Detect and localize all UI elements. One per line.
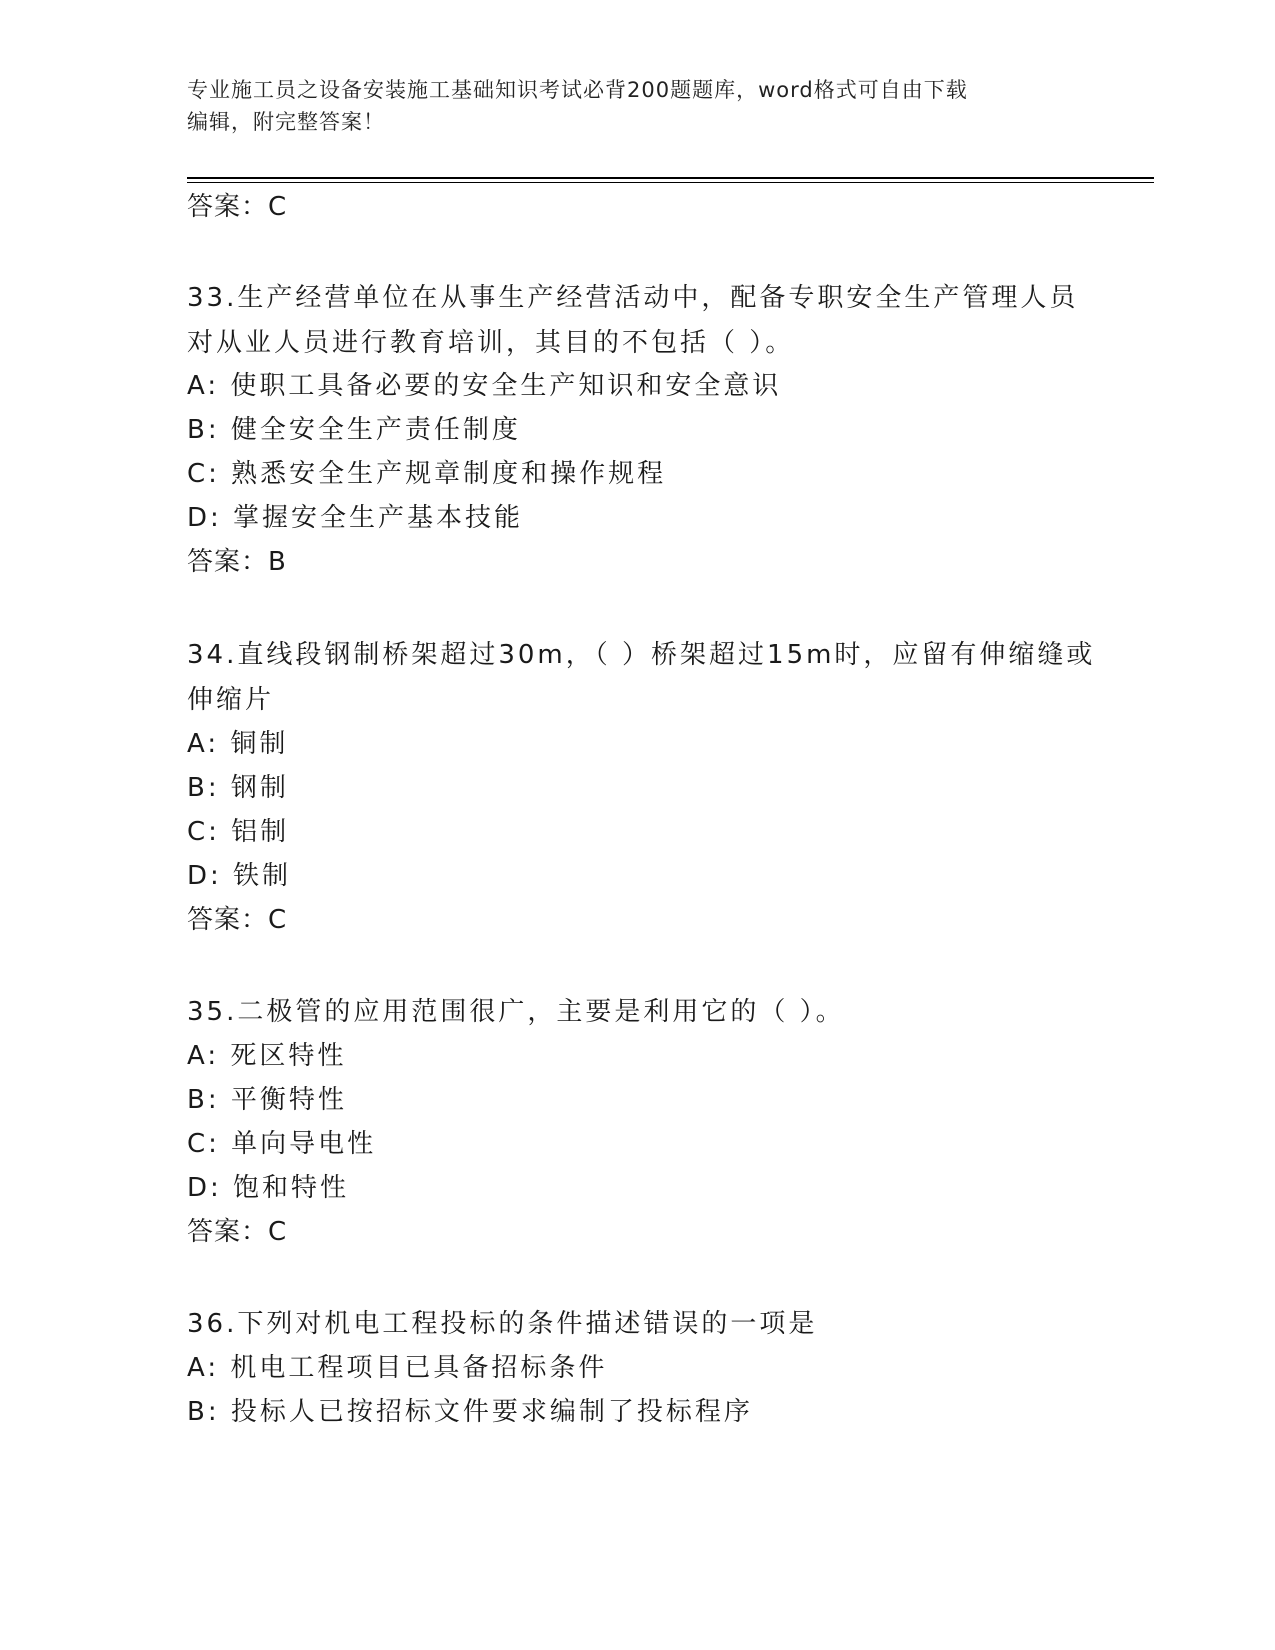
question-stem: 35.二极管的应用范围很广，主要是利用它的（ ）。 — [187, 997, 845, 1027]
question-stem: 对从业人员进行教育培训，其目的不包括（ ）。 — [187, 328, 795, 358]
option-b: B: 钢制 — [187, 773, 289, 803]
option-d: D: 掌握安全生产基本技能 — [187, 503, 524, 533]
option-c: C: 熟悉安全生产规章制度和操作规程 — [187, 459, 667, 489]
question-stem: 34.直线段钢制桥架超过30m，（ ）桥架超过15m时，应留有伸缩缝或 — [187, 640, 1096, 670]
answer-line: 答案：B — [187, 547, 287, 577]
answer-line: 答案：C — [187, 905, 288, 935]
option-b: B: 健全安全生产责任制度 — [187, 415, 521, 445]
header-divider — [187, 182, 1154, 183]
option-a: A: 机电工程项目已具备招标条件 — [187, 1353, 608, 1383]
option-c: C: 铝制 — [187, 817, 290, 847]
question-stem: 伸缩片 — [187, 685, 275, 715]
option-b: B: 投标人已按招标文件要求编制了投标程序 — [187, 1397, 753, 1427]
option-d: D: 饱和特性 — [187, 1173, 350, 1203]
header-title-line: 编辑，附完整答案！ — [187, 110, 385, 134]
document-header — [187, 74, 1087, 138]
answer-line: 答案：C — [187, 192, 288, 222]
question-stem: 36.下列对机电工程投标的条件描述错误的一项是 — [187, 1309, 818, 1339]
option-a: A: 死区特性 — [187, 1041, 347, 1071]
option-a: A: 铜制 — [187, 729, 289, 759]
question-stem: 33.生产经营单位在从事生产经营活动中，配备专职安全生产管理人员 — [187, 283, 1079, 313]
option-b: B: 平衡特性 — [187, 1085, 347, 1115]
option-d: D: 铁制 — [187, 861, 292, 891]
option-a: A: 使职工具备必要的安全生产知识和安全意识 — [187, 371, 782, 401]
header-divider — [187, 177, 1154, 179]
option-c: C: 单向导电性 — [187, 1129, 377, 1159]
answer-line: 答案：C — [187, 1217, 288, 1247]
header-title-line: 专业施工员之设备安装施工基础知识考试必背200题题库，word格式可自由下载 — [187, 78, 968, 102]
